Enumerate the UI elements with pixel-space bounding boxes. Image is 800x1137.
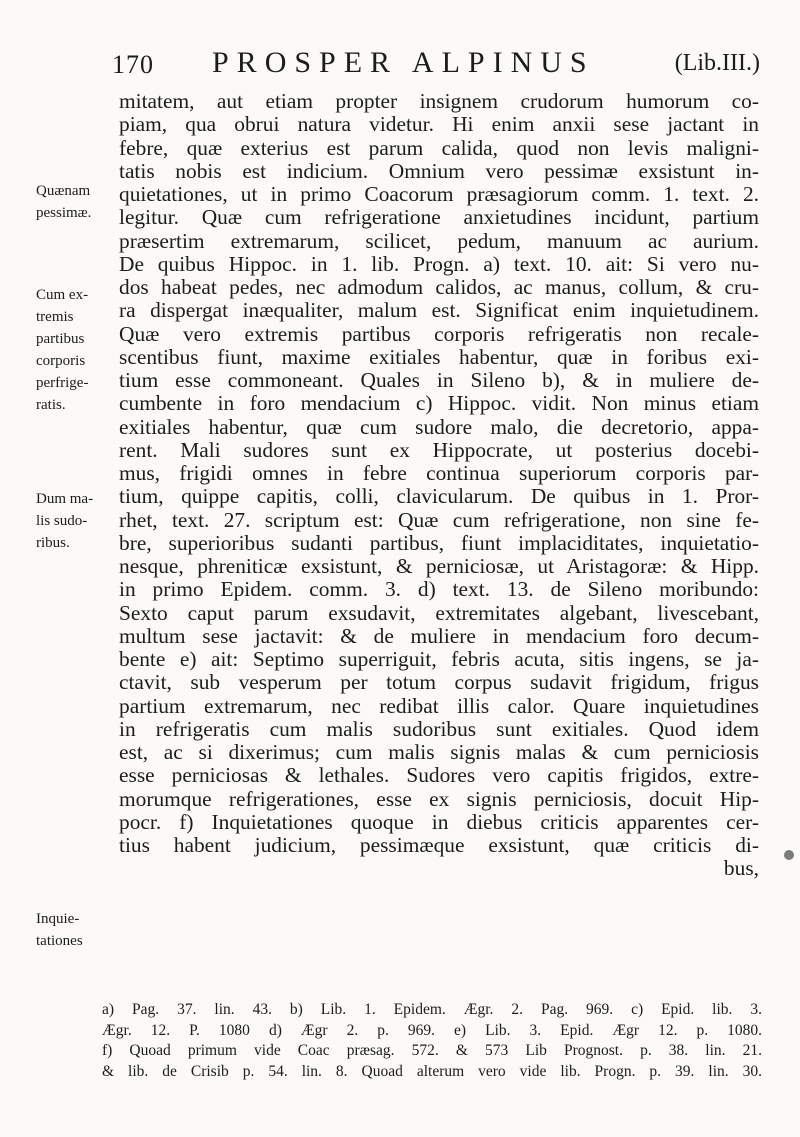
body-line: tatis nobis est indicium. Omnium vero pessimæ exsistunt in- xyxy=(119,159,759,183)
body-line: est, ac si dixerimus; cum malis signis malas & cum perniciosis xyxy=(119,741,759,764)
margin-note: Dum ma- lis sudo- ribus. xyxy=(36,491,94,551)
body-line: bente e) ait: Septimo superriguit, febris acuta, sitis ingens, se ja- xyxy=(119,648,759,671)
body-line: quietationes, ut in primo Coacorum præsagiorum comm. 1. text. 2. xyxy=(119,183,759,206)
book-reference: (Lib.III.) xyxy=(674,50,760,76)
body-text xyxy=(119,90,759,881)
body-line: in refrigeratis cum malis sudoribus sunt exitiales. Quod idem xyxy=(119,717,759,741)
body-line: febre, quæ exterius est parum calida, quod non levis maligni- xyxy=(119,136,759,160)
body-line: in primo Epidem. comm. 3. d) text. 13. de Sileno moribundo: xyxy=(119,578,759,602)
body-line: mitatem, aut etiam propter insignem crudorum humorum co- xyxy=(119,90,759,113)
running-title: PROSPER ALPINUS xyxy=(212,46,595,79)
body-line: præsertim extremarum, scilicet, pedum, manuum ac aurium. xyxy=(119,229,759,253)
footnote-line: a) Pag. 37. lin. 43. b) Lib. 1. Epidem. Ægr. 2. Pag. 969. c) Epid. lib. 3. xyxy=(102,1001,762,1018)
footnotes xyxy=(102,1000,762,1082)
body-line: rhet, text. 27. scriptum est: Quæ cum refrigeratione, non sine fe- xyxy=(119,508,759,532)
body-line: dos habeat pedes, nec admodum calidos, ac manus, collum, & cru- xyxy=(119,276,759,299)
body-line: morumque refrigerationes, esse ex signis perniciosis, docuit Hip- xyxy=(119,787,759,811)
body-line: multum sese jactavit: & de muliere in mendacium foro decum- xyxy=(119,624,759,648)
body-line: esse perniciosas & lethales. Sudores vero capitis frigidos, extre- xyxy=(119,764,759,788)
ink-spot xyxy=(784,850,794,860)
body-line: tium esse commoneant. Quales in Sileno b), & in muliere de- xyxy=(119,369,759,392)
body-line: legitur. Quæ cum refrigeratione anxietudines incidunt, partium xyxy=(119,206,759,230)
body-line: pocr. f) Inquietationes quoque in diebus criticis apparentes cer- xyxy=(119,810,759,834)
body-line: tius habent judicium, pessimæque exsistunt, quæ criticis di- xyxy=(119,834,759,857)
body-line: rent. Mali sudores sunt ex Hippocrate, ut posterius docebi- xyxy=(119,438,759,462)
body-line: Sexto caput parum exsudavit, extremitates algebant, livescebant, xyxy=(119,601,759,625)
margin-note: Inquie- tationes xyxy=(36,911,83,949)
body-line: ra dispergat inæqualiter, malum est. Significat enim inquietudinem. xyxy=(119,299,759,323)
footnote-line: Ægr. 12. P. 1080 d) Ægr 2. p. 969. e) Lib. 3. Epid. Ægr 12. p. 1080. xyxy=(102,1021,762,1039)
body-line: mus, frigidi omnes in febre continua superiorum corporis par- xyxy=(119,462,759,485)
body-line: bus, xyxy=(723,857,759,881)
body-line: nesque, phreniticæ exsistunt, & perniciosæ, ut Aristagoræ: & Hipp. xyxy=(119,555,759,578)
body-line: De quibus Hippoc. in 1. lib. Progn. a) text. 10. ait: Si vero nu- xyxy=(119,252,759,276)
body-line: scentibus fiunt, maxime exitiales habentur, quæ in foribus exi- xyxy=(119,345,759,369)
body-line: piam, qua obrui natura videtur. Hi enim anxii sese jactant in xyxy=(119,113,759,137)
footnote-line: f) Quoad primum vide Coac præsag. 572. & 573 Lib Prognost. p. 38. lin. 21. xyxy=(102,1042,762,1059)
body-line: partium extremarum, nec redibat illis calor. Quare inquietudines xyxy=(119,694,759,718)
body-line: bre, superioribus sudanti partibus, fiunt implaciditates, inquietatio- xyxy=(119,531,759,555)
page-number: 170 xyxy=(112,50,154,79)
page-header xyxy=(112,46,760,82)
body-line: tium, quippe capitis, colli, clavicularum. De quibus in 1. Pror- xyxy=(119,485,759,509)
footnote-line: & lib. de Crisib p. 54. lin. 8. Quoad alterum vero vide lib. Progn. p. 39. lin. 30. xyxy=(102,1062,762,1080)
body-line: ctavit, sub vesperum per totum corpus sudavit frigidum, frigus xyxy=(119,671,759,695)
body-line: cumbente in foro mendacium c) Hippoc. vidit. Non minus etiam xyxy=(119,392,759,416)
margin-note: Cum ex- tremis partibus corporis perfrige- ratis. xyxy=(36,287,89,413)
body-line: exitiales habentur, quæ cum sudore malo, die decretorio, appa- xyxy=(119,415,759,439)
margin-note: Quænam pessimæ. xyxy=(36,183,92,221)
body-line: Quæ vero extremis partibus corporis refrigeratis non recale- xyxy=(119,322,759,346)
